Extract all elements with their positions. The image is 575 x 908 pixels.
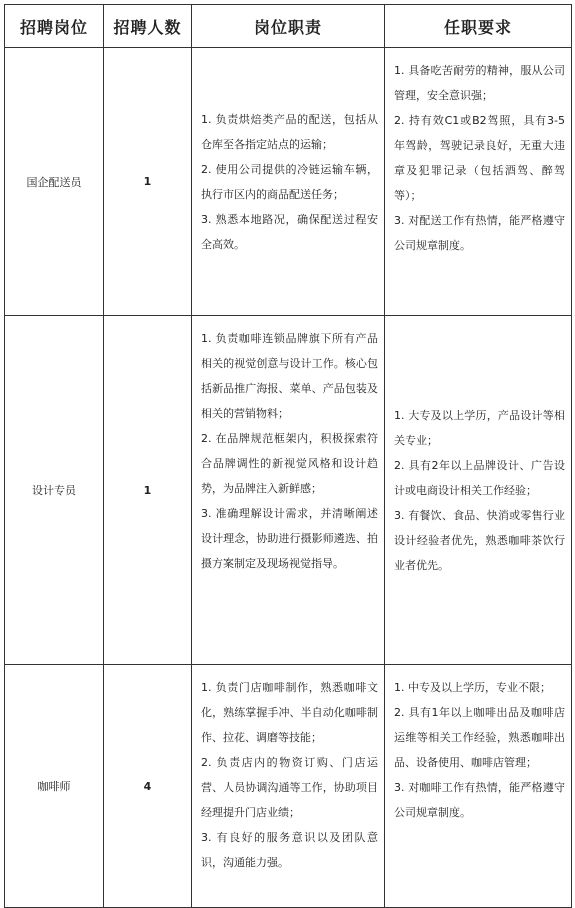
duty-item: 2. 负责店内的物资订购、门店运营、人员协调沟通等工作，协助项目经理提升门店业绩； (201, 756, 378, 819)
header-count: 招聘人数 (104, 5, 192, 48)
duty-item: 2. 使用公司提供的冷链运输车辆，执行市区内的商品配送任务； (201, 162, 378, 201)
header-duties: 岗位职责 (192, 5, 385, 48)
duties-cell (192, 665, 385, 908)
duty-item: 1. 负责门店咖啡制作，熟悉咖啡文化，熟练掌握手冲、半自动化咖啡制作、拉花、调磨等技能； (201, 681, 378, 744)
requirements-cell (385, 665, 572, 908)
duty-item: 3. 准确理解设计需求，并清晰阐述设计理念，协助进行摄影师遴选、拍摄方案制定及现场视觉指导。 (201, 507, 378, 570)
recruitment-table (4, 4, 572, 908)
duty-item: 1. 负责烘焙类产品的配送，包括从仓库至各指定站点的运输； (201, 112, 378, 151)
table-header-row (5, 5, 572, 48)
count-cell: 1 (104, 48, 192, 316)
position-cell: 咖啡师 (5, 665, 104, 908)
duty-item: 3. 有良好的服务意识以及团队意识，沟通能力强。 (201, 831, 378, 869)
requirement-item: 2. 持有效C1或B2驾照，具有3-5年驾龄，驾驶记录良好，无重大违章及犯罪记录（包括酒驾、醉驾等）； (394, 114, 565, 202)
requirements-cell (385, 316, 572, 665)
requirement-item: 3. 对咖啡工作有热情，能严格遵守公司规章制度。 (394, 781, 565, 819)
requirement-item: 2. 具有2年以上品牌设计、广告设计或电商设计相关工作经验； (394, 458, 565, 497)
table-row (5, 48, 572, 316)
requirement-item: 3. 对配送工作有热情，能严格遵守公司规章制度。 (394, 214, 565, 252)
position-cell: 国企配送员 (5, 48, 104, 316)
duty-item: 3. 熟悉本地路况，确保配送过程安全高效。 (201, 212, 378, 251)
duty-item: 2. 在品牌规范框架内，积极探索符合品牌调性的新视觉风格和设计趋势，为品牌注入新鲜感； (201, 432, 378, 495)
requirement-item: 2. 具有1年以上咖啡出品及咖啡店运维等相关工作经验，熟悉咖啡出品、设备使用、咖啡店管理； (394, 706, 565, 769)
duties-cell (192, 316, 385, 665)
count-cell: 4 (104, 665, 192, 908)
duty-item: 1. 负责咖啡连锁品牌旗下所有产品相关的视觉创意与设计工作。核心包括新品推广海报、菜单、产品包装及相关的营销物料； (201, 332, 378, 420)
count-cell: 1 (104, 316, 192, 665)
header-requirements: 任职要求 (385, 5, 572, 48)
requirement-item: 1. 具备吃苦耐劳的精神，服从公司管理，安全意识强； (394, 64, 565, 102)
requirement-item: 1. 大专及以上学历，产品设计等相关专业； (394, 408, 565, 447)
position-cell: 设计专员 (5, 316, 104, 665)
requirement-item: 3. 有餐饮、食品、快消或零售行业设计经验者优先，熟悉咖啡茶饮行业者优先。 (394, 508, 565, 572)
table-row (5, 665, 572, 908)
recruitment-table-frame (4, 4, 571, 908)
requirements-cell (385, 48, 572, 316)
requirement-item: 1. 中专及以上学历，专业不限； (394, 681, 551, 694)
table-row (5, 316, 572, 665)
duties-cell (192, 48, 385, 316)
header-position: 招聘岗位 (5, 5, 104, 48)
